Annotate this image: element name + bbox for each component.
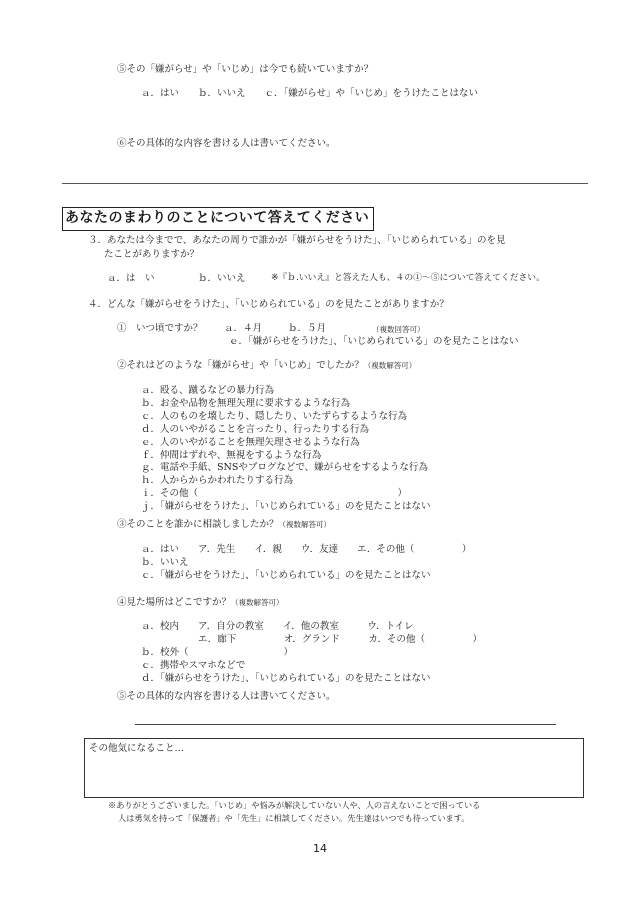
question-4-2-options	[141, 385, 430, 514]
footer-note-line1: ※ありがとうございました。「いじめ」や悩みが解決していない人や、人の言えないことで困っている	[108, 800, 481, 810]
question-5: ⑤その「嫌がらせ」や「いじめ」は今でも続いていますか？	[117, 64, 374, 75]
option-item: ｄ．「嫌がらせをうけた」、「いじめられている」のを見たことはない	[141, 672, 431, 684]
question-4-1-option-a: ａ．４月	[224, 323, 263, 334]
question-4-4-options	[141, 621, 482, 686]
option-item: ａ．殴る、蹴るなどの暴力行為	[141, 385, 275, 396]
option-item: ｃ．人のものを壊したり、隠したり、いたずらするような行為	[141, 410, 408, 422]
question-4-3-label	[117, 519, 331, 532]
option-item: ｃ．「嫌がらせをうけた」、「いじめられている」のを見たことはない	[141, 569, 431, 581]
question-3-line2: たことがありますか？	[104, 249, 200, 260]
question-3-option-a: ａ．は い	[107, 273, 155, 284]
question-4-1-option-b: ｂ．５月	[288, 323, 327, 334]
other-concerns-label: その他気になること…	[89, 743, 185, 754]
option-item: ｅ．人のいやがることを無理矢理させるような行為	[141, 436, 360, 448]
option-item: ｈ．人からからかわれたりする行為	[141, 475, 294, 487]
option-item: ｂ．いいえ	[141, 556, 189, 568]
option-item: エ．廊下 オ．グランド カ．その他（ ）	[141, 633, 483, 645]
question-5-options: ａ．はい ｂ．いいえ ｃ．「嫌がらせ」や「いじめ」をうけたことはない	[141, 88, 478, 99]
option-item: ｃ．携帯やスマホなどで	[141, 659, 246, 671]
section-title: あなたのまわりのことについて答えてください	[62, 207, 374, 231]
question-4-3-note: （複数解答可）	[278, 520, 332, 529]
option-item: ｂ．校外（ ）	[141, 646, 294, 658]
option-item: ｆ．仲間はずれや、無視をするような行為	[141, 449, 322, 461]
question-3-line1: ３．あなたは今までで、あなたの周りで誰かが「嫌がらせをうけた」、「いじめられている」のを見	[88, 235, 506, 246]
question-4-1-label: ① いつ頃ですか？	[117, 323, 203, 334]
question-4-4-label	[117, 597, 284, 610]
option-item: ｄ．人のいやがることを言ったり、行ったりする行為	[141, 423, 370, 435]
question-4-3-text: ③そのことを誰かに相談しましたか？	[117, 519, 279, 530]
option-item: ｂ．お金や品物を無理矢理に要求するような行為	[141, 397, 351, 409]
question-4-1-note: （複数回答可）	[372, 325, 425, 334]
section-divider	[62, 183, 588, 184]
question-3-note: ※『ｂ.いいえ』と答えた人も、４の①～⑤について答えてください。	[271, 273, 545, 283]
other-concerns-box[interactable]	[84, 738, 584, 798]
question-3-option-b: ｂ．いいえ	[198, 273, 246, 284]
option-item: ａ．校内 ア．自分の教室 イ．他の教室 ウ．トイレ	[141, 621, 414, 632]
question-6: ⑥その具体的な内容を書ける人は書いてください。	[117, 138, 336, 149]
option-item: ｇ．電話や手紙、SNSやブログなどで、嫌がらせをするような行為	[141, 462, 428, 474]
page-number: 14	[313, 842, 327, 855]
question-4-1-option-e: ｅ．「嫌がらせをうけた」、「いじめられている」のを見たことはない	[229, 336, 519, 347]
footer-note-line2: 人は勇気を持って「保護者」や「先生」に相談してください。先生達はいつでも待っています。	[118, 813, 470, 823]
question-4-4-text: ④見た場所はどこですか？	[117, 597, 232, 608]
answer-line[interactable]	[135, 724, 556, 725]
question-4-2-text: ②それはどのような「嫌がらせ」や「いじめ」でしたか？	[117, 360, 364, 371]
question-4-2-note: （複数解答可）	[363, 361, 417, 370]
question-4-title: ４．どんな「嫌がらせをうけた」、「いじめられている」のを見たことがありますか？	[88, 299, 449, 310]
question-4-3-options	[141, 544, 471, 583]
question-4-2-label	[117, 360, 416, 373]
option-item: ｉ．その他（ ）	[141, 488, 408, 500]
option-item: ｊ．「嫌がらせをうけた」、「いじめられている」のを見たことはない	[141, 501, 431, 513]
question-4-4-note: （複数解答可）	[231, 598, 284, 607]
question-4-5-label: ⑤その具体的な内容を書ける人は書いてください。	[117, 691, 336, 702]
option-item: ａ．はい ア．先生 イ．親 ウ．友達 エ．その他（ ）	[141, 544, 472, 555]
